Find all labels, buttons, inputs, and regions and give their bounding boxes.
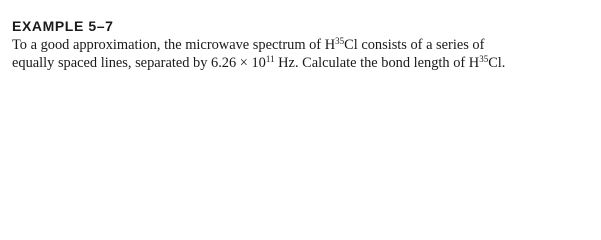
formula-element-cl: Cl [344,37,358,53]
problem-line-1 [12,36,592,54]
text-segment: Hz. Calculate the bond length of [274,55,469,71]
text-segment: . [501,55,506,71]
formula-isotope: 35 [479,54,489,64]
formula-element-cl: Cl [488,55,502,71]
formula-hcl [325,37,358,53]
example-block [12,18,592,72]
formula-element-h: H [324,37,336,53]
text-segment: equally spaced lines, separated by 6.26 × 10 [12,55,266,71]
text-segment: consists of a series of [357,37,485,53]
problem-line-2 [12,54,592,72]
formula-isotope: 35 [335,36,345,46]
example-problem-text [12,36,592,72]
example-heading: EXAMPLE 5–7 [12,18,114,34]
formula-hcl [469,55,502,71]
text-segment: To a good approximation, the microwave spectrum of [12,37,325,53]
exponent: 11 [265,54,275,64]
formula-element-h: H [468,55,480,71]
